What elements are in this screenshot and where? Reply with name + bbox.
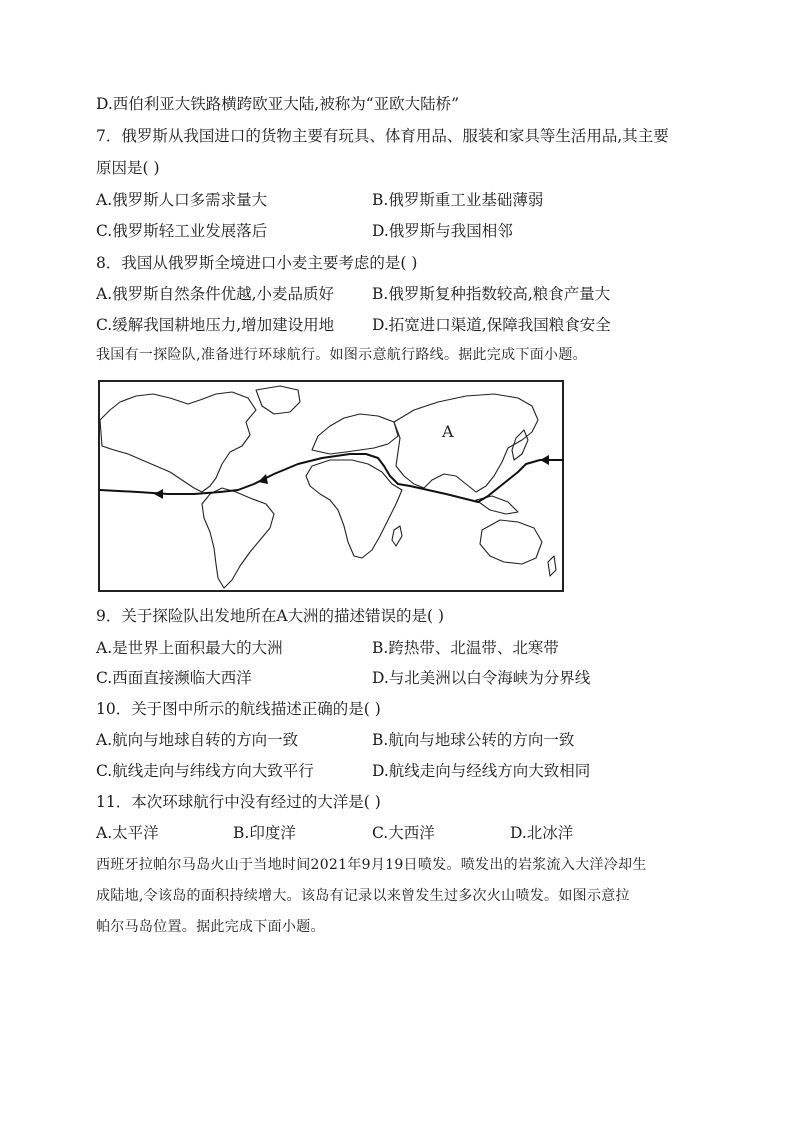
q9-option-d: D.与北美洲以白令海峡为分界线	[372, 669, 591, 687]
q10-stem: 10．关于图中所示的航线描述正确的是( )	[96, 700, 381, 718]
q10-option-c: C.航线走向与纬线方向大致平行	[96, 762, 314, 780]
intro-route-question: 我国有一探险队,准备进行环球航行。如图示意航行路线。据此完成下面小题。	[96, 347, 587, 363]
q11-option-a: A.太平洋	[96, 824, 159, 842]
map-label-a: A	[442, 422, 454, 441]
q7-option-b: B.俄罗斯重工业基础薄弱	[372, 191, 544, 209]
q10-option-d: D.航线走向与经线方向大致相同	[372, 762, 591, 780]
q11-option-d: D.北冰洋	[510, 824, 574, 842]
q9-option-b: B.跨热带、北温带、北寒带	[372, 639, 559, 657]
q9-option-a: A.是世界上面积最大的大洲	[96, 639, 283, 657]
q8-option-b: B.俄罗斯复种指数较高,粮食产量大	[372, 285, 611, 303]
q11-stem: 11．本次环球航行中没有经过的大洋是( )	[96, 793, 381, 811]
map-frame	[99, 381, 563, 591]
q8-option-c: C.缓解我国耕地压力,增加建设用地	[96, 316, 335, 334]
q7-stem-line2: 原因是( )	[96, 159, 160, 177]
intro-volcano-line2: 成陆地,令该岛的面积持续增大。该岛有记录以来曾发生过多次火山喷发。如图示意拉	[96, 888, 630, 904]
q11-option-c: C.大西洋	[372, 824, 435, 842]
intro-volcano-line3: 帕尔马岛位置。据此完成下面小题。	[96, 919, 325, 935]
q10-option-b: B.航向与地球公转的方向一致	[372, 731, 575, 749]
q8-option-a: A.俄罗斯自然条件优越,小麦品质好	[96, 285, 335, 303]
q7-stem-line1: 7．俄罗斯从我国进口的货物主要有玩具、体育用品、服装和家具等生活用品,其主要	[96, 127, 669, 145]
q7-option-c: C.俄罗斯轻工业发展落后	[96, 222, 268, 240]
q10-option-a: A.航向与地球自转的方向一致	[96, 731, 299, 749]
q11-option-b: B.印度洋	[233, 824, 296, 842]
q9-option-c: C.西面直接濒临大西洋	[96, 669, 252, 687]
q9-stem: 9．关于探险队出发地所在A大洲的描述错误的是( )	[96, 607, 445, 625]
q8-stem: 8．我国从俄罗斯全境进口小麦主要考虑的是( )	[96, 254, 418, 272]
q6-option-d: D.西伯利亚大铁路横跨欧亚大陆,被称为“亚欧大陆桥”	[96, 95, 460, 113]
q8-option-d: D.拓宽进口渠道,保障我国粮食安全	[372, 316, 611, 334]
intro-volcano-line1: 西班牙拉帕尔马岛火山于当地时间2021年9月19日喷发。喷发出的岩浆流入大洋冷却生	[96, 857, 647, 873]
q7-option-d: D.俄罗斯与我国相邻	[372, 222, 513, 240]
world-route-map	[98, 380, 564, 592]
q7-option-a: A.俄罗斯人口多需求量大	[96, 191, 268, 209]
